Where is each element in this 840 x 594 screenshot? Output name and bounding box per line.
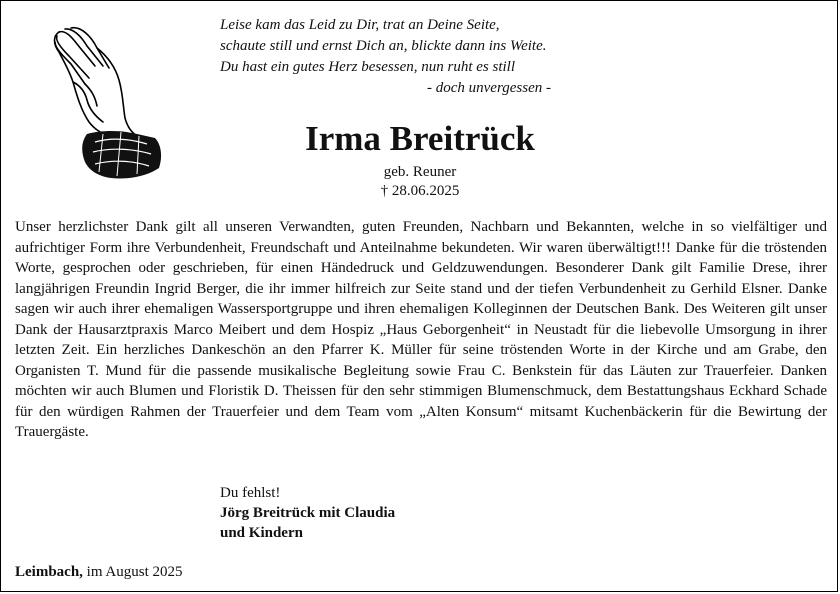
family-names: Jörg Breitrück mit Claudia: [220, 505, 396, 521]
memorial-poem: [220, 15, 551, 99]
closing-signature: [220, 483, 395, 543]
death-date: † 28.06.2025: [380, 183, 460, 199]
poem-line: schaute still und ernst Dich an, blickte dann ins Weite.: [220, 38, 547, 54]
poem-line: Du hast ein gutes Herz besessen, nun ruht es still: [220, 59, 515, 75]
place-and-date: [15, 562, 183, 582]
deceased-name: Irma Breitrück: [305, 119, 535, 158]
place-name: Leimbach,: [15, 564, 83, 580]
closing-line: Du fehlst!: [220, 485, 281, 501]
thank-you-text: Unser herzlichster Dank gilt all unseren Verwandten, guten Freunden, Nachbarn und Bekannten, welche in so vielfältiger und aufrichtiger Form ihre Verbundenheit, Freundschaft und Anteilnahme bekundeten. Wir waren überwältigt!!! Danke für die tröstenden Worte, gesprochen oder geschrieben, für einen Händedruck und Geldzuwendungen. Besonderer Dank gilt Familie Drese, ihrer langjährigen Freundin Ingrid Berger, die ihr immer hilfreich zur Seite stand und der tiefen Verbundenheit zu Gerhild Elsner. Danke sagen wir auch ihrer ehemaligen Wassersportgruppe und ihren ehemaligen Kolleginnen der Deutschen Bank. Des Weiteren gilt unser Dank der Hausarztpraxis Marco Meibert und dem Hospiz „Haus Geborgenheit“ in Neustadt für die liebevolle Umsorgung in ihrer letzten Zeit. Ein herzliches Dankeschön an den Pfarrer K. Müller für seine tröstenden Worte in der Kirche und am Grabe, den Organisten T. Mund für die passende musikalische Begleitung sowie Frau C. Benkstein für das Läuten zur Trauerfeier. Danken möchten wir auch Blumen und Floristik D. Theissen für den sehr stimmigen Blumenschmuck, dem Bestattungshaus Eckhard Schade für den würdigen Rahmen der Trauerfeier und dem Team vom „Alten Konsum“ mitsamt Kuchenbäckerin für die Bewirtung der Trauergäste.: [15, 219, 827, 440]
family-names: und Kindern: [220, 525, 303, 541]
poem-line: Leise kam das Leid zu Dir, trat an Deine Seite,: [220, 17, 500, 33]
birth-name: geb. Reuner: [383, 164, 457, 180]
notice-date: im August 2025: [86, 564, 183, 580]
poem-line: - doch unvergessen -: [427, 80, 551, 96]
